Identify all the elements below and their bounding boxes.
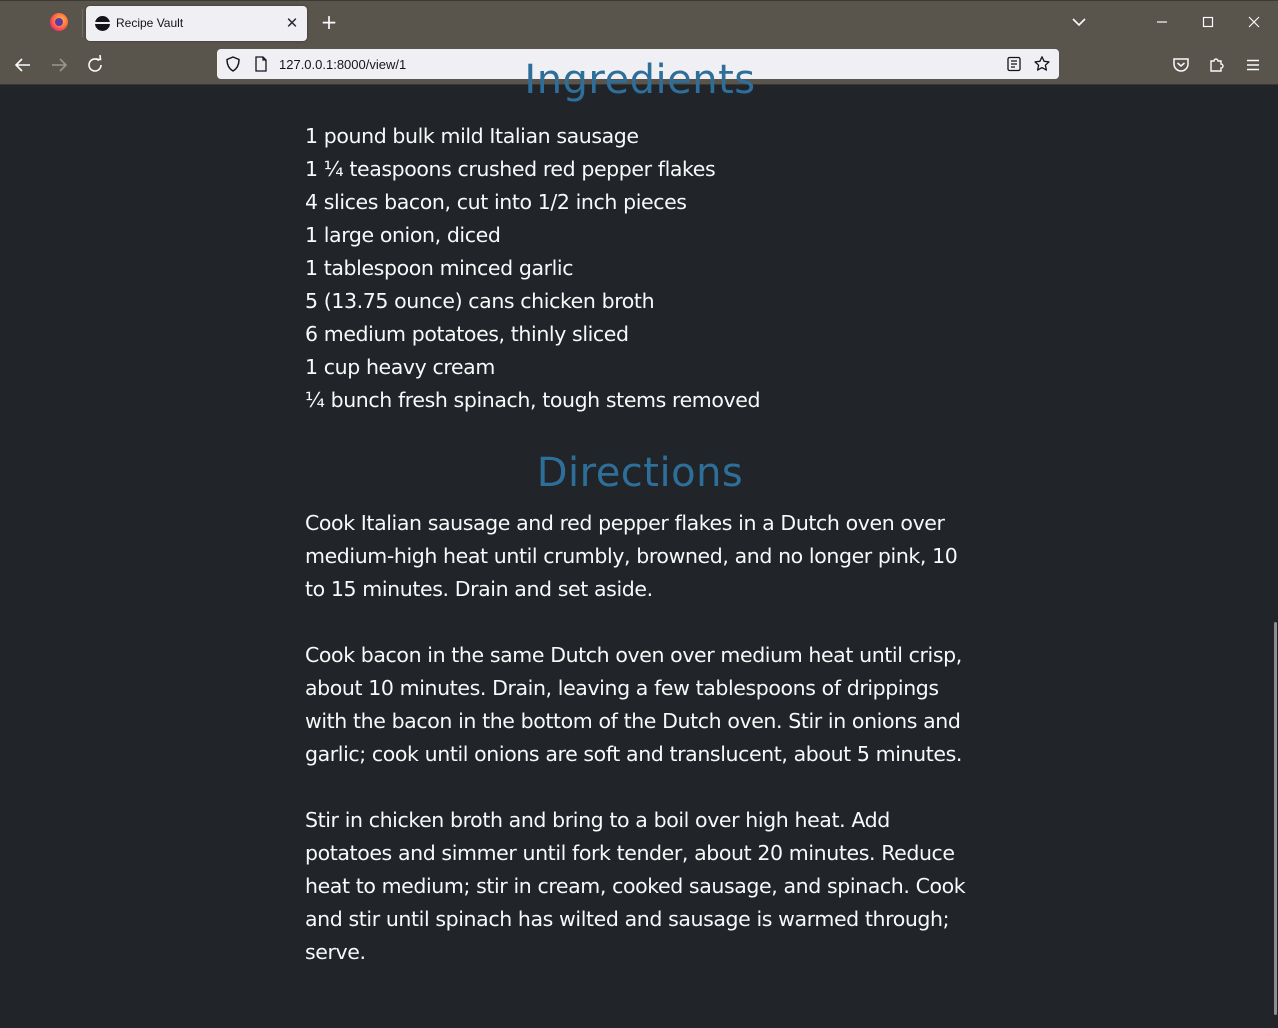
new-tab-button[interactable]: +	[320, 10, 338, 34]
ingredient-item: 4 slices bacon, cut into 1/2 inch pieces	[305, 190, 687, 214]
forward-arrow-icon	[46, 52, 72, 78]
ingredient-item: 6 medium potatoes, thinly sliced	[305, 322, 629, 346]
reload-icon	[82, 52, 108, 78]
pocket-button[interactable]	[1168, 52, 1194, 78]
menu-button[interactable]	[1240, 52, 1266, 78]
close-window-button[interactable]	[1242, 10, 1266, 34]
direction-step: Stir in chicken broth and bring to a boil over high heat. Add potatoes and simmer until fork tender, about 20 minutes. Reduce heat to medium; stir in cream, cooked sausage, and spinach. Cook and stir until spinach has wilted and sausage is warmed through; serve.	[305, 808, 966, 964]
pocket-icon	[1168, 52, 1194, 78]
tab-recipe-vault[interactable]	[86, 6, 307, 41]
reader-view-icon[interactable]	[1005, 55, 1023, 73]
ingredient-item: 1 ¼ teaspoons crushed red pepper flakes	[305, 157, 716, 181]
tab-separator	[82, 9, 83, 37]
back-button[interactable]	[10, 52, 36, 78]
direction-step: Cook bacon in the same Dutch oven over medium heat until crisp, about 10 minutes. Drain, leaving a few tablespoons of drippings with the bacon in the bottom of the Dutch oven. Stir in onions and garlic; cook until onions are soft and translucent, about 5 minutes.	[305, 643, 962, 766]
list-tabs-button[interactable]	[1067, 10, 1091, 34]
hamburger-menu-icon	[1240, 52, 1266, 78]
ingredient-item: 5 (13.75 ounce) cans chicken broth	[305, 289, 655, 313]
chevron-down-icon	[1067, 10, 1091, 34]
minimize-icon	[1150, 10, 1174, 34]
puzzle-icon	[1204, 52, 1230, 78]
forward-button[interactable]	[46, 52, 72, 78]
page-scrollbar[interactable]	[1272, 85, 1278, 1028]
ingredients-heading: Ingredients	[524, 57, 756, 103]
back-arrow-icon	[10, 52, 36, 78]
reload-button[interactable]	[82, 52, 108, 78]
url-text[interactable]: 127.0.0.1:8000/view/1	[279, 57, 407, 72]
maximize-button[interactable]	[1196, 10, 1220, 34]
tab-bar	[0, 0, 1278, 44]
favicon-icon	[95, 16, 110, 31]
ingredient-item: ¼ bunch fresh spinach, tough stems removed	[305, 388, 761, 412]
ingredient-list	[305, 120, 760, 417]
firefox-icon[interactable]	[50, 13, 68, 31]
scrollbar-thumb[interactable]	[1274, 622, 1277, 1015]
close-tab-icon[interactable]: ✕	[285, 14, 299, 32]
ingredient-item: 1 large onion, diced	[305, 223, 501, 247]
direction-step: Cook Italian sausage and red pepper flakes in a Dutch oven over medium-high heat until crumbly, browned, and no longer pink, 10 to 15 minutes. Drain and set aside.	[305, 511, 958, 601]
tab-title: Recipe Vault	[116, 16, 184, 30]
extensions-button[interactable]	[1204, 52, 1230, 78]
shield-icon[interactable]	[224, 55, 242, 73]
ingredient-item: 1 tablespoon minced garlic	[305, 256, 574, 280]
directions-heading: Directions	[536, 450, 744, 496]
close-icon	[1242, 10, 1266, 34]
direction-list	[305, 507, 975, 1002]
bookmark-star-icon[interactable]	[1033, 55, 1051, 73]
page-icon[interactable]	[252, 55, 270, 73]
ingredient-item: 1 pound bulk mild Italian sausage	[305, 124, 639, 148]
minimize-button[interactable]	[1150, 10, 1174, 34]
maximize-icon	[1196, 10, 1220, 34]
ingredient-item: 1 cup heavy cream	[305, 355, 495, 379]
